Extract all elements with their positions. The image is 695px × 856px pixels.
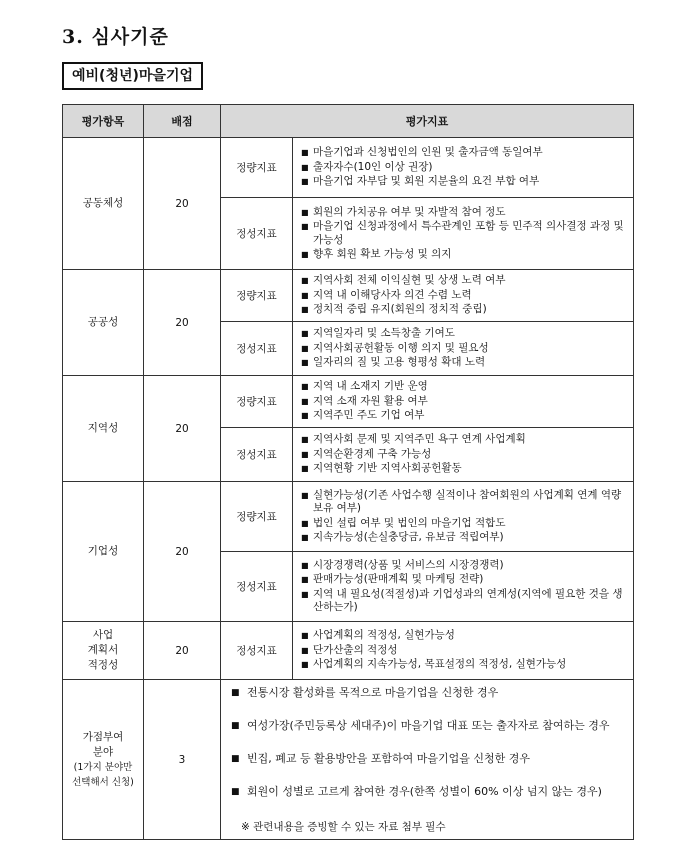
qual-label: 정성지표 xyxy=(221,428,293,482)
list-item: ■ 지역 내 필요성(적절성)과 기업성과의 연계성(지역에 필요한 것을 생산하는가) xyxy=(301,588,629,615)
list-item: ■ 정치적 중립 유지(회원의 정치적 중립) xyxy=(301,303,629,317)
list-item: ■ 회원의 가치공유 여부 및 자발적 참여 정도 xyxy=(301,206,629,220)
list-item: ■ 마을기업 자부담 및 회원 지분율의 요건 부합 여부 xyxy=(301,175,629,189)
list-item: ■ 출자자수(10인 이상 권장) xyxy=(301,161,629,175)
quant-label: 정량지표 xyxy=(221,482,293,552)
list-item: ■ 마을기업 신청과정에서 특수관계인 포함 등 민주적 의사결정 과정 및 가능성 xyxy=(301,220,629,247)
quant-items xyxy=(293,376,634,428)
list-item: ■ 지역주민 주도 기업 여부 xyxy=(301,409,629,423)
bonus-note: ※ 관련내용을 증빙할 수 있는 자료 첨부 필수 xyxy=(241,821,446,833)
category-score: 20 xyxy=(144,138,221,270)
quant-label: 정량지표 xyxy=(221,270,293,322)
list-item: ■ 지역사회 전체 이익실현 및 상생 노력 여부 xyxy=(301,274,629,288)
table-row xyxy=(63,138,634,198)
category-name: 공공성 xyxy=(63,270,144,376)
category-score: 20 xyxy=(144,622,221,680)
list-item: ■ 전통시장 활성화를 목적으로 마을기업을 신청한 경우 xyxy=(231,685,627,718)
category-name: 기업성 xyxy=(63,482,144,622)
subtitle-box: 예비(청년)마을기업 xyxy=(62,62,203,90)
list-item: ■ 여성가장(주민등록상 세대주)이 마을기업 대표 또는 출자자로 참여하는 경우 xyxy=(231,718,627,751)
list-item: ■ 실현가능성(기존 사업수행 실적이나 참여회원의 사업계획 연계 역량 보유 여부) xyxy=(301,489,629,516)
list-item: ■ 판매가능성(판매계획 및 마케팅 전략) xyxy=(301,573,629,587)
list-item: ■ 향후 회원 확보 가능성 및 의지 xyxy=(301,248,629,262)
list-item: ■ 단가산출의 적정성 xyxy=(301,644,629,658)
header-score: 배점 xyxy=(144,105,221,138)
category-score: 20 xyxy=(144,482,221,622)
list-item: ■ 지역 내 이해당사자 의견 수렴 노력 xyxy=(301,289,629,303)
table-row xyxy=(63,622,634,680)
list-item: ■ 지역 내 소재지 기반 운영 xyxy=(301,380,629,394)
table-row xyxy=(63,482,634,552)
list-item: ■ 지역사회공헌활동 이행 의지 및 필요성 xyxy=(301,342,629,356)
category-score: 3 xyxy=(144,680,221,840)
category-score: 20 xyxy=(144,376,221,482)
list-item: ■ 법인 설립 여부 및 법인의 마을기업 적합도 xyxy=(301,517,629,531)
qual-items xyxy=(293,198,634,270)
qual-items xyxy=(293,552,634,622)
header-row xyxy=(63,105,634,138)
table-row xyxy=(63,376,634,428)
quant-label: 정량지표 xyxy=(221,376,293,428)
category-name: 공동체성 xyxy=(63,138,144,270)
category-score: 20 xyxy=(144,270,221,376)
list-item: ■ 일자리의 질 및 고용 형평성 확대 노력 xyxy=(301,356,629,370)
criteria-table xyxy=(62,104,634,840)
category-name-bonus: 가점부여 분야 (1가지 분야만 선택해서 신청) xyxy=(63,680,144,840)
list-item: ■ 지역순환경제 구축 가능성 xyxy=(301,448,629,462)
quant-items xyxy=(293,138,634,198)
list-item: ■ 마을기업과 신청법인의 인원 및 출자금액 동일여부 xyxy=(301,146,629,160)
header-item: 평가항목 xyxy=(63,105,144,138)
qual-label: 정성지표 xyxy=(221,322,293,376)
qual-label: 정성지표 xyxy=(221,552,293,622)
list-item: ■ 지역사회 문제 및 지역주민 욕구 연계 사업계획 xyxy=(301,433,629,447)
list-item: ■ 사업계획의 적정성, 실현가능성 xyxy=(301,629,629,643)
list-item: ■ 빈집, 폐교 등 활용방안을 포함하여 마을기업을 신청한 경우 xyxy=(231,751,627,784)
list-item: ■ 사업계획의 지속가능성, 목표설정의 적정성, 실현가능성 xyxy=(301,658,629,672)
qual-items xyxy=(293,622,634,680)
table-row xyxy=(63,680,634,840)
qual-label: 정성지표 xyxy=(221,198,293,270)
quant-items xyxy=(293,482,634,552)
list-item: ■ 지역 소재 자원 활용 여부 xyxy=(301,395,629,409)
bonus-items xyxy=(221,680,634,840)
qual-label: 정성지표 xyxy=(221,622,293,680)
list-item: ■ 시장경쟁력(상품 및 서비스의 시장경쟁력) xyxy=(301,559,629,573)
section-title: 3. 심사기준 xyxy=(62,26,169,48)
list-item: ■ 지역현황 기반 지역사회공헌활동 xyxy=(301,462,629,476)
header-indicator: 평가지표 xyxy=(221,105,634,138)
category-name-plan: 사업 계획서 적정성 xyxy=(63,622,144,680)
list-item: ■ 회원이 성별로 고르게 참여한 경우(한쪽 성별이 60% 이상 넘지 않는 경우) xyxy=(231,784,627,817)
category-name: 지역성 xyxy=(63,376,144,482)
list-item: ■ 지역일자리 및 소득창출 기여도 xyxy=(301,327,629,341)
quant-label: 정량지표 xyxy=(221,138,293,198)
qual-items xyxy=(293,322,634,376)
qual-items xyxy=(293,428,634,482)
list-item: ■ 지속가능성(손실충당금, 유보금 적립여부) xyxy=(301,531,629,545)
quant-items xyxy=(293,270,634,322)
table-row xyxy=(63,270,634,322)
